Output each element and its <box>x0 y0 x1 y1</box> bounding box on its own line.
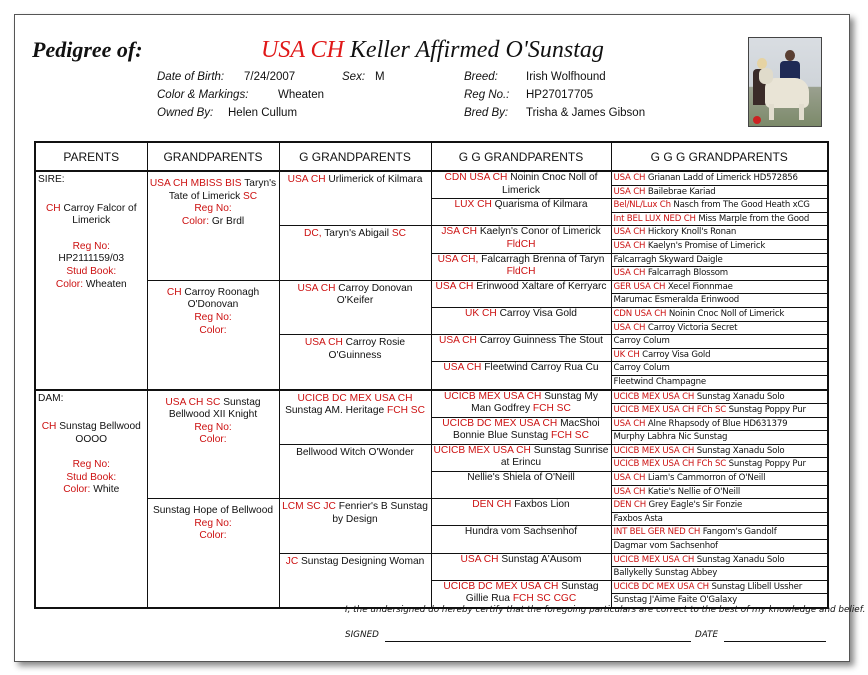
g-grandparent-cell <box>279 280 431 334</box>
ggg-grandparent-cell <box>611 472 828 486</box>
color-value: White <box>93 484 120 496</box>
name-text: Bailebrae Kariad <box>647 186 716 197</box>
gg-grandparent-cell <box>431 335 611 362</box>
g-grandparent-cell <box>279 553 431 608</box>
ggg-grandparent-cell <box>611 499 828 513</box>
bred-label: Bred By: <box>464 107 509 119</box>
color-label: Color: <box>63 484 91 496</box>
title-text: FldCH <box>506 266 536 278</box>
color-label: Color: <box>199 434 227 446</box>
name-text: Fleetwind Champagne <box>613 376 707 387</box>
g-grandparent-name <box>282 228 429 241</box>
name-text: Sunstag Hope of Bellwood <box>152 505 274 517</box>
title-text: DEN CH <box>472 499 512 511</box>
color-label: Color: <box>199 324 227 336</box>
g-grandparent-name <box>282 337 429 362</box>
gg-grandparent-cell <box>431 280 611 307</box>
ggg-grandparent-cell <box>611 553 828 567</box>
title-text: FCH SC <box>387 405 425 417</box>
name-text: Grey Eagle's Sir Fonzie <box>648 500 743 511</box>
rosette-icon <box>753 116 761 124</box>
ggg-grandparent-cell <box>611 362 828 376</box>
gg-grandparent-name <box>434 554 609 567</box>
grandparent-cell <box>147 499 279 608</box>
dob-label: Date of Birth: <box>157 71 225 83</box>
title-text: DEN CH <box>613 500 646 511</box>
title-text: USA CH <box>297 282 336 294</box>
title-text: USA CH MBISS BIS <box>149 178 242 189</box>
pedigree-row <box>35 280 828 294</box>
dam-details <box>38 405 145 497</box>
gg-grandparent-cell <box>431 553 611 580</box>
ggg-grandparent-cell <box>611 199 828 213</box>
name-text: Sunstag J'Aime Faite O'Galaxy <box>613 595 737 606</box>
title-text: USA CH <box>613 473 646 484</box>
name-text: Miss Marple from the Good <box>698 213 810 224</box>
name-text: Ballykelly Sunstag Abbey <box>613 568 718 579</box>
title-text: JC <box>285 555 299 567</box>
bred-value: Trisha & James Gibson <box>526 107 646 119</box>
g-grandparent-cell <box>279 499 431 553</box>
g-grandparent-cell <box>279 335 431 390</box>
title-text: USA CH <box>304 337 343 349</box>
gg-grandparent-name <box>434 226 609 251</box>
name-text: Carroy Colum <box>613 363 670 374</box>
name-text: Murphy Labhra Nic Sunstag <box>613 432 728 443</box>
title-text: USA CH <box>613 486 646 497</box>
title-text: USA CH <box>613 186 646 197</box>
pedigree-table <box>34 141 829 609</box>
gg-grandparent-cell <box>431 444 611 471</box>
title-text: USA CH <box>613 173 646 183</box>
title-text: FCH SC CGC <box>512 593 577 605</box>
reg-value: HP27017705 <box>526 89 594 101</box>
title-text: USA CH <box>613 268 646 279</box>
gg-grandparent-name <box>434 445 609 470</box>
gg-grandparent-cell <box>431 499 611 526</box>
title-text: LUX CH <box>454 199 492 211</box>
name-text: Sunstag Sunrise at Erincu <box>500 444 609 469</box>
name-text: Noinin Cnoc Noll of Limerick <box>668 308 785 319</box>
name-text: Alne Rhapsody of Blue HD631379 <box>647 418 788 429</box>
name-text: Carroy Donovan O'Keifer <box>336 282 413 307</box>
ggg-grandparent-cell <box>611 280 828 294</box>
g-grandparent-name <box>282 393 429 418</box>
name-text: Carroy Visa Gold <box>642 349 711 360</box>
grandparent-name <box>150 397 277 422</box>
title-text: USA CH <box>435 280 474 292</box>
dam-color <box>38 484 145 497</box>
title-text: UCICB MEX USA CH <box>443 390 542 402</box>
dog-name: Keller Affirmed O'Sunstag <box>349 37 604 63</box>
title-text: INT BEL GER NED CH <box>613 527 701 538</box>
ggg-grandparent-cell <box>611 431 828 445</box>
dam-cell <box>35 390 147 609</box>
signature-line[interactable] <box>385 641 691 642</box>
title-text: UCICB DC MEX USA CH <box>442 417 558 429</box>
name-text: MacShoi Bonnie Blue Sunstag <box>453 417 600 442</box>
ggg-grandparent-cell <box>611 307 828 321</box>
color-label: Color & Markings: <box>157 89 249 101</box>
sire-stud-label: Stud Book: <box>66 265 117 277</box>
grandparent-cell <box>147 390 279 499</box>
header-g-grandparents: G GRANDPARENTS <box>279 142 431 171</box>
title-text: Bel/NL/Lux Ch <box>613 200 671 211</box>
owned-value: Helen Cullum <box>228 107 298 119</box>
g-grandparent-name <box>282 447 429 460</box>
gg-grandparent-name <box>434 526 609 539</box>
title-text: SC <box>243 190 258 202</box>
ggg-grandparent-cell <box>611 226 828 240</box>
name-text: Dagmar vom Sachsenhof <box>613 541 718 552</box>
color-label: Color: <box>181 215 210 227</box>
grandparent-color <box>150 325 277 338</box>
gg-grandparent-name <box>434 172 609 197</box>
title-text: Int BEL LUX NED CH <box>613 213 696 224</box>
sire-label: SIRE: <box>38 174 65 185</box>
name-text: Fenrier's B Sunstag by Design <box>332 501 428 525</box>
gg-grandparent-name <box>434 499 609 512</box>
name-text: Quarisma of Kilmara <box>494 199 588 211</box>
name-text: Xecel Fionnmae <box>667 281 733 292</box>
title-text: CH <box>45 202 61 214</box>
title-text: UCICB DC MEX USA CH <box>613 581 709 592</box>
title-text: CDN USA CH <box>613 308 667 319</box>
ggg-grandparent-cell <box>611 540 828 554</box>
name-text: Faxbos Lion <box>514 499 570 511</box>
color-label: Color: <box>55 278 84 290</box>
ggg-grandparent-cell <box>611 404 828 418</box>
ggg-grandparent-cell <box>611 321 828 335</box>
g-grandparent-name <box>282 174 429 187</box>
grandparent-name <box>150 178 277 203</box>
name-text: Taryn's Abigail <box>324 228 389 240</box>
title-text: UCICB MEX USA CH <box>613 445 695 456</box>
g-grandparent-name <box>282 283 429 308</box>
header-gg-grandparents: G G GRANDPARENTS <box>431 142 611 171</box>
name-text: Sunstag Poppy Pur <box>728 459 806 470</box>
name-text: Liam's Cammorron of O'Neill <box>647 473 766 484</box>
gg-grandparent-name <box>434 254 609 279</box>
gg-grandparent-cell <box>431 171 611 199</box>
name-text: Fangom's Gandolf <box>702 527 777 538</box>
sex-label: Sex: <box>342 71 366 83</box>
name-text: Sunstag Bellwood XII Knight <box>168 396 261 421</box>
gg-grandparent-name <box>434 391 609 416</box>
title-text: USA CH <box>613 227 646 238</box>
title-text: UCICB MEX USA CH FCh SC <box>613 405 727 416</box>
ggg-grandparent-cell <box>611 390 828 404</box>
name-text: Noinin Cnoc Noll of Limerick <box>502 172 598 196</box>
gg-grandparent-name <box>434 199 609 212</box>
g-grandparent-cell <box>279 444 431 498</box>
name-text: Marumac Esmeralda Erinwood <box>613 295 740 306</box>
name-text: Grianan Ladd of Limerick HD572856 <box>647 173 798 183</box>
title-text: USA CH <box>613 240 646 251</box>
pedigree-row <box>35 171 828 185</box>
ggg-grandparent-cell <box>611 417 828 431</box>
color-value: Wheaten <box>278 89 325 101</box>
ggg-grandparent-cell <box>611 348 828 362</box>
title-text: CH <box>41 421 57 433</box>
gg-grandparent-cell <box>431 580 611 608</box>
grandparent-reg-label: Reg No: <box>194 311 232 323</box>
name-text: Hundra vom Sachsenhof <box>464 526 578 538</box>
name-text: Sunstag Bellwood OOOO <box>59 421 141 445</box>
sex-value: M <box>375 71 385 83</box>
dog-title-prefix: USA CH <box>261 37 344 63</box>
name-text: Sunstag My Man Godfrey <box>471 390 598 415</box>
name-text: Sunstag Xanadu Solo <box>696 445 785 456</box>
date-label: DATE <box>695 630 719 640</box>
name-text: Erinwood Xaltare of Kerryarc <box>476 280 607 292</box>
gg-grandparent-name <box>434 362 609 375</box>
ggg-grandparent-cell <box>611 267 828 281</box>
title-text: FldCH <box>506 238 536 250</box>
header-grandparents: GRANDPARENTS <box>147 142 279 171</box>
name-text: Fleetwind Carroy Rua Cu <box>484 362 599 374</box>
reg-label: Reg No.: <box>464 89 510 101</box>
name-text: Falcarragh Blossom <box>647 268 728 279</box>
ggg-grandparent-cell <box>611 212 828 226</box>
sire-color <box>38 279 145 292</box>
grandparent-name <box>150 287 277 312</box>
title-text: UCICB DC MEX USA CH <box>443 580 559 592</box>
grandparent-cell <box>147 171 279 280</box>
pedigree-page <box>14 14 866 662</box>
title-text: UCICB MEX USA CH FCh SC <box>613 459 727 470</box>
gg-grandparent-cell <box>431 526 611 553</box>
gg-grandparent-name <box>434 418 609 443</box>
name-text: Sunstag Xanadu Solo <box>696 391 785 402</box>
color-label: Color: <box>199 530 227 542</box>
name-text: Nellie's Shiela of O'Neill <box>467 472 575 484</box>
pedigree-row <box>35 390 828 404</box>
grandparent-color <box>150 434 277 447</box>
dog-photo <box>748 37 822 127</box>
date-line[interactable] <box>724 641 826 642</box>
title-text: USA CH SC <box>165 396 221 408</box>
name-text: Sunstag A'Ausom <box>501 553 582 565</box>
certification-text: I, the undersigned do hereby certify that the foregoing particulars are correct to the best of my knowledge and belief. <box>345 605 866 615</box>
g-grandparent-cell <box>279 171 431 226</box>
header-ggg-grandparents: G G G GRANDPARENTS <box>611 142 828 171</box>
title-text: USA CH <box>287 174 326 185</box>
grandparent-reg-label: Reg No: <box>194 421 232 433</box>
breed-value: Irish Wolfhound <box>526 71 606 83</box>
ggg-grandparent-cell <box>611 526 828 540</box>
owned-label: Owned By: <box>157 107 214 119</box>
title-text: LCM SC JC <box>282 501 336 513</box>
grandparent-reg-label: Reg No: <box>194 203 232 215</box>
title-text: GER USA CH <box>613 281 666 292</box>
sire-name <box>38 203 145 228</box>
grandparent-cell <box>147 280 279 389</box>
title-text: USA CH <box>443 362 482 374</box>
g-grandparent-name <box>282 556 429 569</box>
title-text: FCH SC <box>532 403 571 415</box>
ggg-grandparent-cell <box>611 567 828 581</box>
ggg-grandparent-cell <box>611 171 828 185</box>
name-text: Nasch from The Good Heath xCG <box>673 200 810 211</box>
name-text: Carroy Roonagh O'Donovan <box>184 286 260 311</box>
dam-stud-label: Stud Book: <box>66 471 117 483</box>
dob-value: 7/24/2007 <box>244 71 296 83</box>
sire-cell <box>35 171 147 390</box>
title-text: CDN USA CH <box>444 172 508 183</box>
header-parents: PARENTS <box>35 142 147 171</box>
title-text: UCICB MEX USA CH <box>433 444 531 456</box>
title-text: USA CH <box>613 418 646 429</box>
g-grandparent-cell <box>279 226 431 280</box>
name-text: Kaelyn's Conor of Limerick <box>479 226 601 238</box>
gg-grandparent-cell <box>431 307 611 334</box>
dog-name-title <box>261 37 604 64</box>
title-text: UCICB MEX USA CH <box>613 554 695 565</box>
ggg-grandparent-cell <box>611 239 828 253</box>
gg-grandparent-cell <box>431 390 611 418</box>
dam-name <box>38 421 145 446</box>
name-text: Carroy Colum <box>613 336 670 347</box>
gg-grandparent-name <box>434 281 609 294</box>
title-text: USA CH, <box>437 253 479 265</box>
name-text: Carroy Guinness The Stout <box>479 335 604 347</box>
ggg-grandparent-cell <box>611 580 828 594</box>
grandparent-name <box>150 505 277 518</box>
name-text: Bellwood Witch O'Wonder <box>296 446 414 458</box>
grandparent-reg-label: Reg No: <box>194 517 232 529</box>
title-text: FCH SC <box>551 430 589 442</box>
name-text: Falcarragh Skyward Daigle <box>613 254 723 265</box>
name-text: Sunstag Poppy Pur <box>728 405 806 416</box>
title-text: USA CH <box>460 553 499 565</box>
grandparent-color <box>150 216 277 229</box>
name-text: Faxbos Asta <box>613 513 663 524</box>
name-text: Carroy Victoria Secret <box>647 322 738 333</box>
gg-grandparent-name <box>434 335 609 348</box>
title-text: UCICB MEX USA CH <box>613 391 695 402</box>
name-text: Sunstag Xanadu Solo <box>696 554 785 565</box>
title-text: CH <box>166 286 182 298</box>
title-text: USA CH <box>613 322 646 333</box>
name-text: Sunstag AM. Heritage <box>285 405 385 417</box>
ggg-grandparent-cell <box>611 294 828 308</box>
ggg-grandparent-cell <box>611 375 828 389</box>
ggg-grandparent-cell <box>611 512 828 526</box>
g-grandparent-cell <box>279 390 431 445</box>
sire-reg-label: Reg No: <box>72 240 110 252</box>
name-text: Carroy Rosie O'Guinness <box>328 337 406 361</box>
name-text: Hickory Knoll's Ronan <box>647 227 737 238</box>
pedigree-row <box>35 499 828 513</box>
ggg-grandparent-cell <box>611 335 828 349</box>
ggg-grandparent-cell <box>611 444 828 458</box>
gg-grandparent-cell <box>431 226 611 253</box>
gg-grandparent-name <box>434 581 609 606</box>
ggg-grandparent-cell <box>611 458 828 472</box>
name-text: Urlimerick of Kilmara <box>328 174 423 185</box>
name-text: Falcarragh Brenna of Taryn <box>481 253 605 265</box>
gg-grandparent-cell <box>431 253 611 280</box>
sire-reg-value: HP2111159/03 <box>58 253 125 265</box>
title-text: UK CH <box>613 349 640 360</box>
ggg-grandparent-cell <box>611 253 828 267</box>
name-text: Katie's Nellie of O'Neill <box>647 486 741 497</box>
name-text: Sunstag Llibell Ussher <box>711 581 803 592</box>
gg-grandparent-name <box>434 472 609 485</box>
gg-grandparent-cell <box>431 362 611 390</box>
title-text: UK CH <box>465 307 497 319</box>
title-text: UCICB DC MEX USA CH <box>297 392 413 404</box>
sire-details <box>38 187 145 292</box>
title-text: USA CH <box>438 335 477 347</box>
name-text: Sunstag Gillie Rua <box>465 580 599 605</box>
color-value: Gr Brdl <box>211 215 245 227</box>
breed-label: Breed: <box>464 71 498 83</box>
title-text: JSA CH <box>441 226 477 238</box>
pedigree-label: Pedigree of: <box>32 37 143 62</box>
gg-grandparent-cell <box>431 199 611 226</box>
gg-grandparent-cell <box>431 472 611 499</box>
title-text: SC <box>391 228 406 240</box>
g-grandparent-name <box>282 501 429 526</box>
ggg-grandparent-cell <box>611 485 828 499</box>
dam-reg-label: Reg No: <box>72 459 110 471</box>
name-text: Taryn's Tate of Limerick <box>168 178 277 202</box>
dam-label: DAM: <box>38 392 64 404</box>
gg-grandparent-name <box>434 308 609 321</box>
grandparent-color <box>150 530 277 543</box>
color-value: Wheaten <box>85 278 127 290</box>
name-text: Carroy Falcor of Limerick <box>63 202 137 227</box>
signed-label: SIGNED <box>345 630 379 640</box>
ggg-grandparent-cell <box>611 185 828 199</box>
name-text: Sunstag Designing Woman <box>301 555 425 567</box>
gg-grandparent-cell <box>431 417 611 444</box>
title-text: DC, <box>303 228 322 240</box>
name-text: Kaelyn's Promise of Limerick <box>647 240 766 251</box>
name-text: Carroy Visa Gold <box>499 307 577 319</box>
